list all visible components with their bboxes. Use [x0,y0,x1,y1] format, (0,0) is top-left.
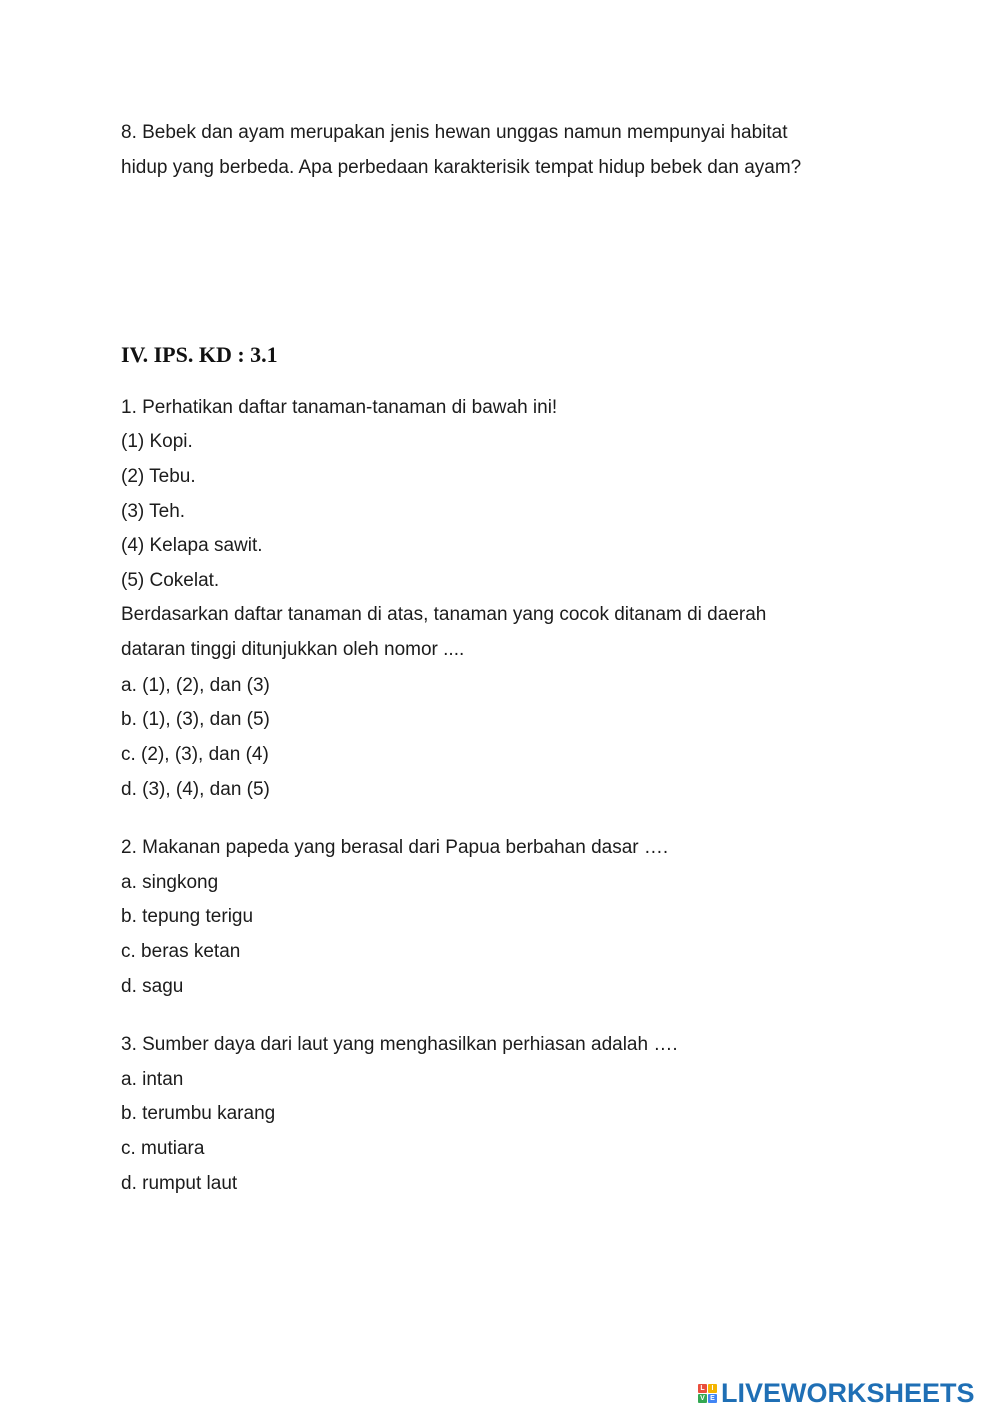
q1-item: (4) Kelapa sawit. [121,535,263,556]
q1-item: (2) Tebu. [121,466,196,487]
logo-cell: I [708,1384,717,1393]
q3-option-b: b. terumbu karang [121,1103,276,1124]
logo-cell: V [698,1394,707,1403]
q3-option-d: d. rumput laut [121,1173,238,1194]
q2-option-a: a. singkong [121,872,219,893]
q2-stem: 2. Makanan papeda yang berasal dari Papua berbahan dasar …. [121,837,669,858]
q2-option-d: d. sagu [121,976,184,997]
question-8-line-2: hidup yang berbeda. Apa perbedaan karakterisik tempat hidup bebek dan ayam? [121,157,802,178]
liveworksheets-brand [698,1378,975,1408]
q1-option-b: b. (1), (3), dan (5) [121,709,270,730]
q1-option-d: d. (3), (4), dan (5) [121,779,270,800]
q3-option-c: c. mutiara [121,1138,205,1159]
logo-cell: L [698,1384,707,1393]
q1-item: (5) Cokelat. [121,570,220,591]
q3-stem: 3. Sumber daya dari laut yang menghasilkan perhiasan adalah …. [121,1034,678,1055]
logo-cell: E [708,1394,717,1403]
q1-prompt-line-2: dataran tinggi ditunjukkan oleh nomor .... [121,639,465,660]
q3-option-a: a. intan [121,1069,184,1090]
section-heading: IV. IPS. KD : 3.1 [121,342,278,367]
brand-name: LIVEWORKSHEETS [721,1377,975,1408]
q1-option-a: a. (1), (2), dan (3) [121,675,270,696]
q1-item: (1) Kopi. [121,431,193,452]
q1-prompt-line-1: Berdasarkan daftar tanaman di atas, tanaman yang cocok ditanam di daerah [121,604,767,625]
q2-option-c: c. beras ketan [121,941,241,962]
q1-item: (3) Teh. [121,501,186,522]
liveworksheets-logo-icon [698,1384,717,1403]
q2-option-b: b. tepung terigu [121,906,254,927]
q1-stem: 1. Perhatikan daftar tanaman-tanaman di bawah ini! [121,397,558,418]
q1-option-c: c. (2), (3), dan (4) [121,744,269,765]
question-8-line-1: 8. Bebek dan ayam merupakan jenis hewan unggas namun mempunyai habitat [121,122,788,143]
